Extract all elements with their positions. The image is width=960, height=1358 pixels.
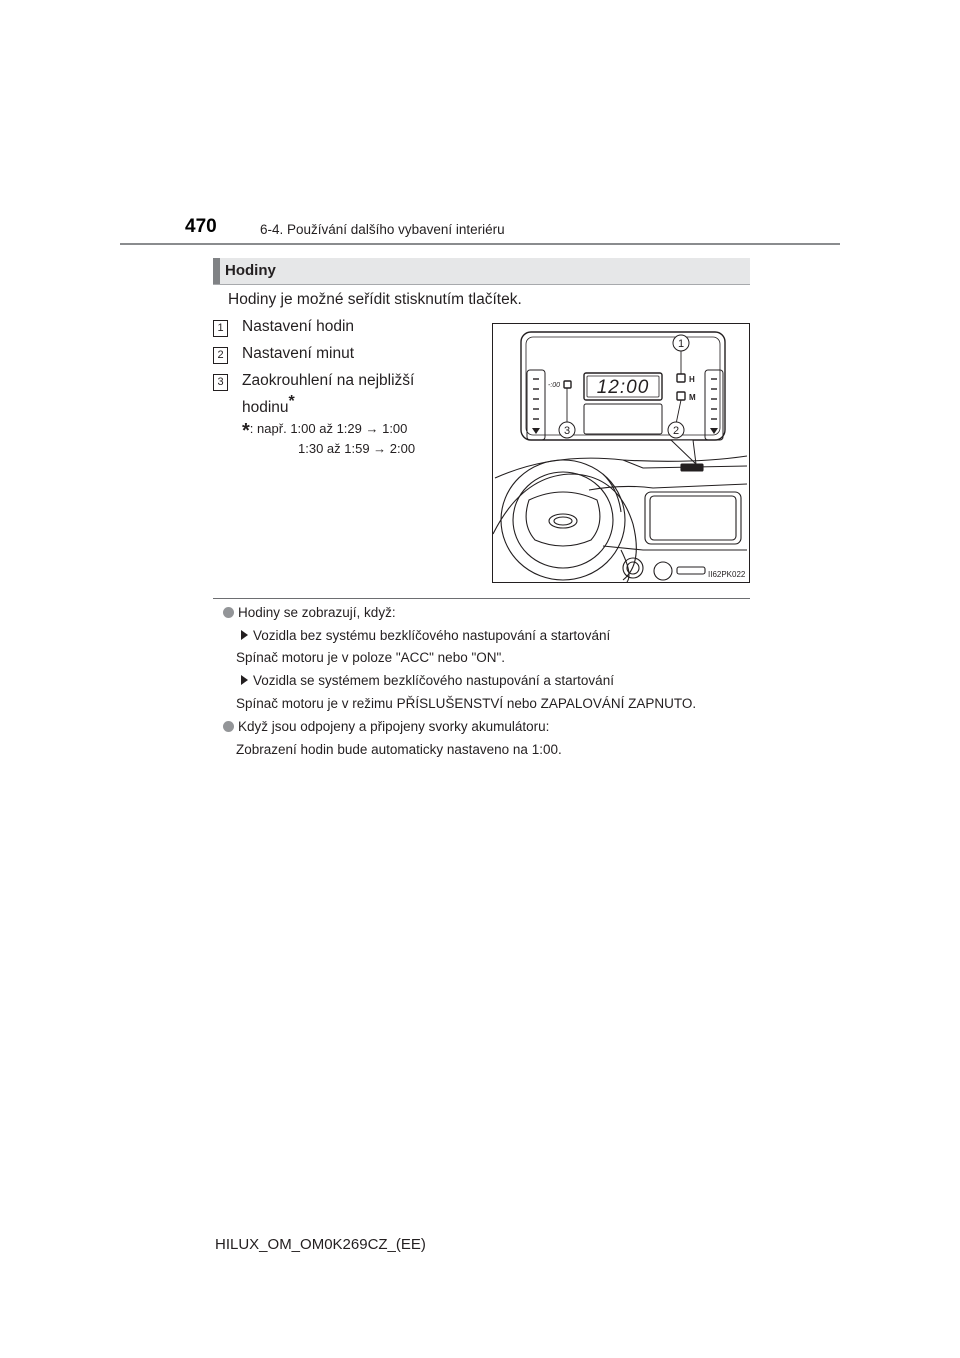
note-text: Hodiny se zobrazují, když: [238,605,396,620]
bullet-dot-icon [223,721,234,732]
footnote-line-1 [242,420,415,440]
footnote-line-2: 1:30 až 1:59 → 2:00 [298,441,416,456]
round-button-label: -:00 [548,382,561,389]
note-text-accessory-mode: Spínač motoru je v režimu PŘÍSLUŠENSTVÍ nebo ZAPALOVÁNÍ ZAPNUTO. [236,696,697,711]
item-label-rounding-cont [242,393,295,417]
note-bullet-battery [223,719,549,734]
clock-illustration-svg [493,324,749,582]
note-text-reset: Zobrazení hodin bude automaticky nastaveno na 1:00. [236,742,562,757]
clock-illustration [492,323,750,583]
note-arrow-keyless-without [241,628,610,643]
note-text: Vozidla se systémem bezklíčového nastupování a startování [253,673,614,688]
item-number-badge: 2 [213,347,228,364]
bullet-dot-icon [223,607,234,618]
page-number: 470 [185,216,217,237]
note-text-acc-on: Spínač motoru je v poloze "ACC" nebo "ON". [236,650,506,665]
footnote-example-1: 1:00 až 1:29 → 1:00 [290,421,408,436]
vent-down-arrow-left [532,428,540,434]
minute-button-label: M [689,393,696,402]
item-label-rounding: Zaokrouhlení na nejbližší [242,372,415,389]
asterisk-marker: * [288,393,295,410]
note-bullet-display [223,605,396,620]
note-text: Když jsou odpojeny a připojeny svorky akumulátoru: [238,719,550,734]
header-divider [120,243,840,245]
hour-button-label: H [689,375,695,384]
callout-3: 3 [563,425,571,437]
item-label-hours: Nastavení hodin [242,318,355,335]
dashboard-drawing [493,456,747,582]
item-label-minutes: Nastavení minut [242,345,354,362]
notes-divider [213,598,750,599]
callout-1: 1 [677,338,685,350]
item-number-badge: 1 [213,320,228,337]
heading-accent-bar [213,258,220,284]
item-number-badge: 3 [213,374,228,391]
footnote-prefix: např. [257,421,287,436]
note-text: Vozidla bez systému bezklíčového nastupování a startování [253,628,611,643]
footnote [242,420,415,458]
arrow-right-icon [241,675,248,685]
document-code: HILUX_OM_OM0K269CZ_(EE) [215,1236,426,1253]
note-arrow-keyless-with [241,673,614,688]
item-label-rounding-word: hodinu [242,399,289,416]
image-code: II62PK022 [708,570,746,579]
subsection-heading [213,258,750,285]
heading-title: Hodiny [225,262,276,279]
footnote-colon: : [249,421,254,436]
clock-digits: 12:00 [596,377,650,398]
callout-2: 2 [672,425,680,437]
arrow-right-icon [241,630,248,640]
vent-down-arrow-right [710,428,718,434]
intro-text: Hodiny je možné seřídit stisknutím tlačítek. [228,291,522,308]
section-title: 6-4. Používání dalšího vybavení interiéru [260,222,505,237]
footnote-marker: * [242,420,250,442]
